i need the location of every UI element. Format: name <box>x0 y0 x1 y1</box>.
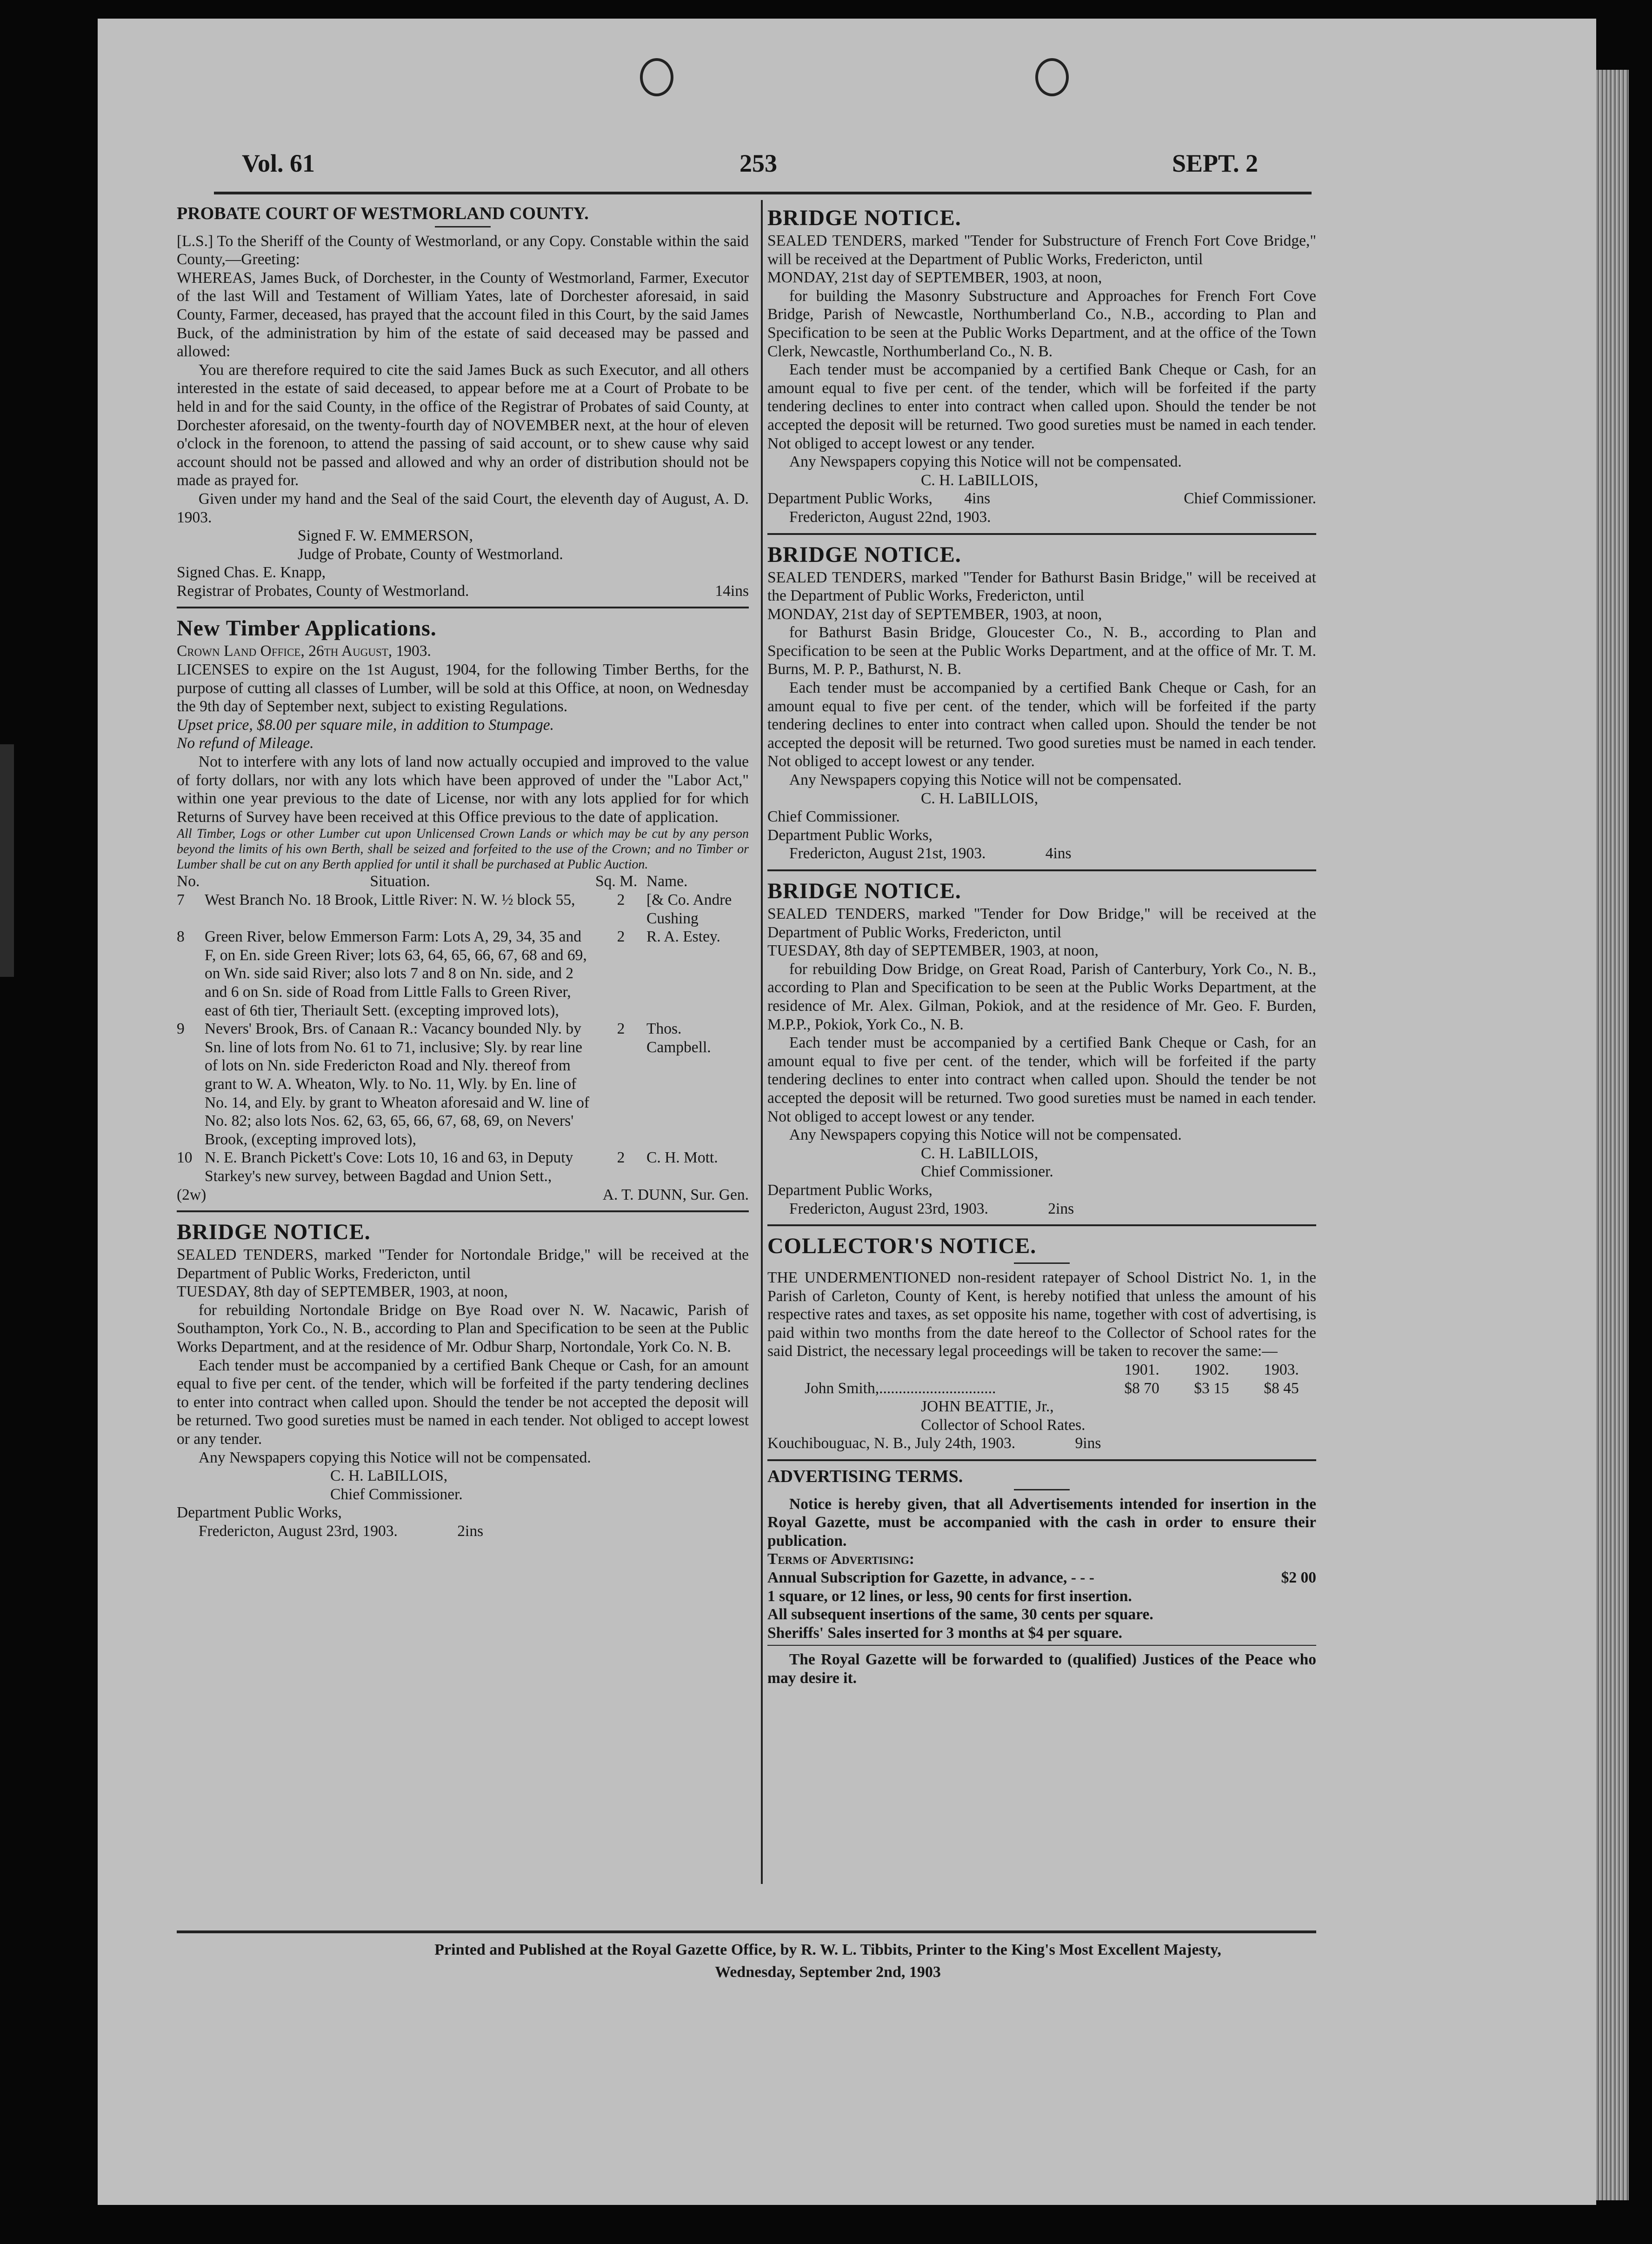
collector-title: COLLECTOR'S NOTICE. <box>767 1234 1037 1259</box>
bridge-signer-title: Chief Commissioner. <box>767 808 900 826</box>
timber-notice <box>177 615 749 1204</box>
probate-signed-judge: Signed F. W. EMMERSON, <box>298 527 473 545</box>
berth-number: 7 <box>177 891 185 908</box>
timber-interfere: Not to interfere with any lots of land now actually occupied and improved to the value of forty dollars, nor with any lots which have been approved of under the "Labor Act," within one year previous to the date of License, nor with any lots applied for for which Returns of Survey have been received at this Office previous to the date of application. <box>177 753 749 826</box>
page-number: 253 <box>739 149 777 177</box>
column-header: Name. <box>646 873 688 890</box>
collector-place-date: Kouchibouguac, N. B., July 24th, 1903. <box>767 1435 1016 1452</box>
bridge-tender-terms: Each tender must be accompanied by a certified Bank Cheque or Cash, for an amount equal to five per cent. of the tender, which will be forfeited if the party tendering declines to enter into contract when called upon. Should the tender be not accepted the deposit will be returned. Two good sureties must be named in each tender. Not obliged to accept lowest or any tender. <box>767 1034 1316 1125</box>
bridge-place-date-line <box>767 844 1316 863</box>
tax-amount: $3 15 <box>1194 1379 1229 1397</box>
column-header: Sq. M. <box>595 873 638 890</box>
bridge-department: Department Public Works, <box>767 490 933 508</box>
bridge-purpose: for rebuilding Nortondale Bridge on Bye Road over N. W. Nacawic, Parish of Southampton, York Co., N. B., according to Plan and Specification to be seen at the Public Works Department, and at the residence of Mr. Odbur Sharp, Nortondale, York Co. N. B. <box>177 1301 749 1356</box>
terms-title: Terms of Advertising: <box>767 1550 914 1568</box>
column-header: No. <box>177 873 200 890</box>
bridge-purpose: for building the Masonry Substructure and Approaches for French Fort Cove Bridge, Parish of Newcastle, Northumberland Co., N.B., according to Plan and Specification to be seen at the Public Works Department, and at the office of the Town Clerk, Newcastle, Northumberland Co., N. B. <box>767 287 1316 360</box>
binding-shadow <box>0 744 14 977</box>
timber-signer: A. T. DUNN, Sur. Gen. <box>602 1186 749 1203</box>
sheriff-sales-rate: Sheriffs' Sales inserted for 3 months at $4 per square. <box>767 1624 1123 1642</box>
berth-applicant: C. H. Mott. <box>646 1149 718 1167</box>
bridge-newspapers: Any Newspapers copying this Notice will not be compensated. <box>789 453 1182 471</box>
berth-number: 8 <box>177 928 185 946</box>
bridge-place-date-line <box>767 1200 1316 1218</box>
probate-address: [L.S.] To the Sheriff of the County of Westmorland, or any Copy. Constable within the said County,—Greeting: <box>177 232 749 268</box>
punch-hole <box>640 58 673 96</box>
timber-warning: All Timber, Logs or other Lumber cut upon Unlicensed Crown Lands or which may be cut by any person beyond the limits of his own Berth, shall be seized and forfeited to the use of the Crown; and no Timber or Lumber shall be cut on any Berth applied for until it shall be purchased at Public Auction. <box>177 827 749 872</box>
table-row <box>177 891 749 928</box>
timber-office: Crown Land Office, 26th August, 1903. <box>177 642 431 660</box>
berth-situation: N. E. Branch Pickett's Cove: Lots 10, 16 and 63, in Deputy Starkey's new survey, between Bagdad and Union Sett., <box>205 1149 573 1185</box>
page-edges <box>1596 70 1629 2200</box>
bridge-signer-title: Chief Commissioner. <box>921 1163 1053 1181</box>
divider <box>1014 1262 1070 1264</box>
year-header: 1902. <box>1194 1361 1229 1379</box>
insertion-count: 4ins <box>964 490 991 508</box>
bridge-sealed: SEALED TENDERS, marked "Tender for Substructure of French Fort Cove Bridge," will be received at the Department of Public Works, Fredericton, until <box>767 232 1316 268</box>
divider <box>435 226 491 227</box>
berth-square-miles: 2 <box>617 1020 625 1038</box>
probate-body: You are therefore required to cite the said James Buck as such Executor, and all others interested in the estate of said deceased, to appear before me at a Court of Probate to be held in and for the said County, in the office of the Registrar of Probates of said County, at Dorchester aforesaid, on the twenty-fourth day of NOVEMBER next, at the hour of eleven o'clock in the forenoon, to attend the passing of said account, or to shew cause why said account should not be passed and allowed and why an order of distribution should not be made as prayed for. <box>177 361 749 489</box>
tax-amount: $8 70 <box>1124 1379 1159 1397</box>
berth-applicant: Thos. Campbell. <box>646 1020 711 1056</box>
collector-body: THE UNDERMENTIONED non-resident ratepayer of School District No. 1, in the Parish of Carleton, County of Kent, is hereby notified that unless the amount of his respective rates and taxes, as set opposite his name, together with cost of advertising, is paid within two months from the date hereof to the Collector of School rates for the said District, the necessary legal proceedings will be taken to recover the same:— <box>767 1269 1316 1360</box>
bridge-title: BRIDGE NOTICE. <box>767 206 961 230</box>
section-rule <box>767 533 1316 535</box>
header-rule <box>214 192 1312 194</box>
bridge-signer: C. H. LaBILLOIS, <box>921 471 1039 489</box>
probate-signed-registrar: Signed Chas. E. Knapp, <box>177 564 326 581</box>
berth-square-miles: 2 <box>617 891 625 908</box>
table-row <box>177 1020 749 1149</box>
bridge-signer-title: Chief Commissioner. <box>1184 490 1316 508</box>
table-header-row <box>177 872 749 891</box>
bridge-purpose: for Bathurst Basin Bridge, Gloucester Co., N. B., according to Plan and Specification to be seen at the Public Works Department, and at the office of Mr. T. M. Burns, M. P. P., Bathurst, N. B. <box>767 624 1316 678</box>
bridge-signer: C. H. LaBILLOIS, <box>330 1467 448 1485</box>
section-rule <box>767 1224 1316 1226</box>
subscription-line <box>767 1569 1316 1587</box>
bridge-notice-nortondale <box>177 1219 749 1541</box>
bridge-tender-terms: Each tender must be accompanied by a certified Bank Cheque or Cash, for an amount equal to five per cent. of the tender, which will be forfeited if the party tendering declines to enter into contract when called upon. Should the tender be not accepted the deposit will be returned. Two good sureties must be named in each tender. Not obliged to accept lowest or any tender. <box>177 1356 749 1448</box>
bridge-title: BRIDGE NOTICE. <box>767 542 961 567</box>
square-rate: 1 square, or 12 lines, or less, 90 cents for first insertion. <box>767 1587 1132 1605</box>
berth-applicant: [& Co. Andre Cushing <box>646 891 732 927</box>
timber-signature-line <box>177 1186 749 1204</box>
subsequent-rate: All subsequent insertions of the same, 30 cents per square. <box>767 1606 1153 1623</box>
collectors-notice <box>767 1233 1316 1453</box>
advertising-title: ADVERTISING TERMS. <box>767 1467 963 1487</box>
printer-imprint: Printed and Published at the Royal Gazette Office, by R. W. L. Tibbits, Printer to the King's Most Excellent Majesty, <box>434 1941 1221 1958</box>
bridge-notice-bathurst <box>767 541 1316 863</box>
probate-whereas: WHEREAS, James Buck, of Dorchester, in the County of Westmorland, Farmer, Executor of the last Will and Testament of William Yates, late of Dorchester aforesaid, in said County, Farmer, deceased, has prayed that the account filed in this Court, by the said James Buck, of the administration by him of the estate of said deceased may be passed and allowed: <box>177 269 749 361</box>
bridge-place-date: Fredericton, August 23rd, 1903. <box>789 1200 988 1217</box>
bridge-sealed: SEALED TENDERS, marked "Tender for Nortondale Bridge," will be received at the Department of Public Works, Fredericton, until <box>177 1246 749 1282</box>
bridge-place-date: Fredericton, August 23rd, 1903. <box>198 1523 398 1540</box>
collector-name: JOHN BEATTIE, Jr., <box>921 1398 1054 1416</box>
left-column <box>177 205 749 1921</box>
section-rule <box>177 1210 749 1212</box>
berth-square-miles: 2 <box>617 1149 625 1167</box>
bridge-notice-dow <box>767 878 1316 1218</box>
issue-date: SEPT. 2 <box>1172 149 1259 177</box>
collector-role: Collector of School Rates. <box>921 1416 1086 1434</box>
tax-table <box>767 1361 1316 1397</box>
column-header: Situation. <box>370 873 430 890</box>
year-header: 1903. <box>1264 1361 1299 1379</box>
probate-registrar-line <box>177 582 749 601</box>
divider <box>767 1645 1316 1646</box>
bridge-newspapers: Any Newspapers copying this Notice will not be compensated. <box>789 1126 1182 1144</box>
section-rule <box>767 869 1316 871</box>
right-column <box>767 205 1316 1921</box>
bridge-purpose: for rebuilding Dow Bridge, on Great Road, Parish of Canterbury, York Co., N. B., according to Plan and Specification to be seen at the Public Works Department, at the residence of Mr. Alex. Gilman, Pokiok, and at the residence of Mr. Geo. F. Burden, M.P.P., Pokiok, York Co., N. B. <box>767 960 1316 1033</box>
table-header-row <box>767 1361 1316 1379</box>
bridge-title: BRIDGE NOTICE. <box>767 879 961 903</box>
probate-given: Given under my hand and the Seal of the said Court, the eleventh day of August, A. D. 1903. <box>177 490 749 526</box>
publication-date: Wednesday, September 2nd, 1903 <box>715 1964 941 1981</box>
bridge-tender-terms: Each tender must be accompanied by a certified Bank Cheque or Cash, for an amount equal to five per cent. of the tender, which will be forfeited if the party tendering declines to enter into contract when called upon. Should the tender be not accepted the deposit will be returned. Two good sureties must be named in each tender. Not obliged to accept lowest or any tender. <box>767 361 1316 452</box>
timber-code: (2w) <box>177 1186 206 1203</box>
justices-notice: The Royal Gazette will be forwarded to (qualified) Justices of the Peace who may desire it. <box>767 1651 1316 1687</box>
bridge-date: MONDAY, 21st day of SEPTEMBER, 1903, at noon, <box>767 269 1102 287</box>
table-row <box>177 1149 749 1185</box>
bridge-place-date-line <box>177 1522 749 1541</box>
ratepayer-name: John Smith, <box>805 1379 879 1397</box>
bridge-place-date: Fredericton, August 21st, 1903. <box>789 845 986 862</box>
bridge-department-line <box>767 489 1316 508</box>
insertion-count: 9ins <box>1075 1435 1101 1452</box>
bridge-newspapers: Any Newspapers copying this Notice will not be compensated. <box>789 771 1182 789</box>
tax-amount: $8 45 <box>1264 1379 1299 1397</box>
bridge-signer: C. H. LaBILLOIS, <box>921 789 1039 807</box>
bridge-notice-french-fort <box>767 205 1316 527</box>
leader-dots: .............................. <box>879 1379 996 1397</box>
insertion-count: 4ins <box>1045 845 1072 862</box>
section-rule <box>767 1459 1316 1461</box>
footer-rule <box>177 1930 1316 1933</box>
bridge-signer-title: Chief Commissioner. <box>330 1485 463 1503</box>
berth-situation: West Branch No. 18 Brook, Little River: N. W. ½ block 55, <box>205 891 575 908</box>
subscription-dash: - - - <box>1071 1569 1094 1586</box>
bridge-place-date: Fredericton, August 22nd, 1903. <box>789 508 991 526</box>
probate-registrar-title: Registrar of Probates, County of Westmorland. <box>177 582 469 600</box>
bridge-newspapers: Any Newspapers copying this Notice will not be compensated. <box>198 1449 591 1466</box>
timber-no-refund: No refund of Mileage. <box>177 735 314 752</box>
volume-number: Vol. 61 <box>242 149 315 177</box>
bridge-date: MONDAY, 21st day of SEPTEMBER, 1903, at noon, <box>767 605 1102 623</box>
insertion-count: 2ins <box>457 1523 484 1540</box>
advertising-terms <box>767 1468 1316 1688</box>
bridge-signer: C. H. LaBILLOIS, <box>921 1144 1039 1162</box>
section-rule <box>177 607 749 608</box>
bridge-department: Department Public Works, <box>767 1181 933 1199</box>
probate-notice <box>177 205 749 600</box>
column-divider <box>761 200 763 1884</box>
subscription-price: $2 00 <box>1281 1569 1316 1586</box>
year-header: 1901. <box>1124 1361 1159 1379</box>
berth-situation: Green River, below Emmerson Farm: Lots A, 29, 34, 35 and F, on En. side Green River; lots 63, 64, 65, 66, 67, 68 and 69, on Wn. side said River; also lots 7 and 8 on Nn. side, and 2 and 6 on Sn. side of Road from Little Falls to Green River, east of 6th tier, Theriault Sett. (excepting improved lots), <box>205 928 587 1019</box>
probate-title: PROBATE COURT OF WESTMORLAND COUNTY. <box>177 205 589 223</box>
insertion-count: 14ins <box>715 582 749 600</box>
subscription-label: Annual Subscription for Gazette, in advance, <box>767 1569 1067 1586</box>
bridge-department: Department Public Works, <box>767 826 933 844</box>
table-row <box>767 1379 1316 1398</box>
divider <box>1014 1489 1070 1490</box>
bridge-sealed: SEALED TENDERS, marked "Tender for Dow Bridge," will be received at the Department of Public Works, Fredericton, until <box>767 905 1316 941</box>
timber-berth-table <box>177 872 749 1185</box>
table-row <box>177 928 749 1020</box>
berth-square-miles: 2 <box>617 928 625 946</box>
timber-upset-price: Upset price, $8.00 per square mile, in addition to Stumpage. <box>177 716 554 734</box>
berth-applicant: R. A. Estey. <box>646 928 720 946</box>
bridge-tender-terms: Each tender must be accompanied by a certified Bank Cheque or Cash, for an amount equal to five per cent. of the tender, which will be forfeited if the party tendering declines to enter into contract when called upon. Should the tender be not accepted the deposit will be returned. Two good sureties must be named in each tender. Not obliged to accept lowest or any tender. <box>767 679 1316 770</box>
timber-intro: LICENSES to expire on the 1st August, 1904, for the following Timber Berths, for the purpose of cutting all classes of Lumber, will be sold at this Office, at noon, on Wednesday the 9th day of September next, subject to existing Regulations. <box>177 661 749 715</box>
punch-hole <box>1035 58 1069 96</box>
probate-judge-title: Judge of Probate, County of Westmorland. <box>298 545 563 563</box>
bridge-date: TUESDAY, 8th day of SEPTEMBER, 1903, at noon, <box>177 1283 508 1301</box>
collector-place-date-line <box>767 1434 1316 1453</box>
berth-situation: Nevers' Brook, Brs. of Canaan R.: Vacancy bounded Nly. by Sn. line of lots from No. 61 to 71, inclusive; Sly. by rear line of lots on Nn. side Fredericton Road and Nly. thereof from grant to W. A. Wheaton, Wly. to No. 11, Wly. by En. line of No. 14, and Ely. by grant to Wheaton aforesaid and W. line of No. 82; also lots Nos. 62, 63, 65, 66, 67, 68, 69, on Nevers' Brook, (excepting improved lots), <box>205 1020 590 1148</box>
berth-number: 9 <box>177 1020 185 1038</box>
timber-title: New Timber Applications. <box>177 616 437 641</box>
insertion-count: 2ins <box>1048 1200 1074 1217</box>
ratepayer-cell <box>767 1379 1107 1398</box>
bridge-title: BRIDGE NOTICE. <box>177 1220 371 1245</box>
advertising-notice: Notice is hereby given, that all Advertisements intended for insertion in the Royal Gazette, must be accompanied with the cash in order to ensure their publication. <box>767 1495 1316 1549</box>
bridge-department: Department Public Works, <box>177 1504 342 1522</box>
bridge-sealed: SEALED TENDERS, marked "Tender for Bathurst Basin Bridge," will be received at the Department of Public Works, Fredericton, until <box>767 568 1316 605</box>
bridge-date: TUESDAY, 8th day of SEPTEMBER, 1903, at noon, <box>767 942 1099 960</box>
spacer <box>767 1361 1107 1379</box>
berth-number: 10 <box>177 1149 193 1167</box>
